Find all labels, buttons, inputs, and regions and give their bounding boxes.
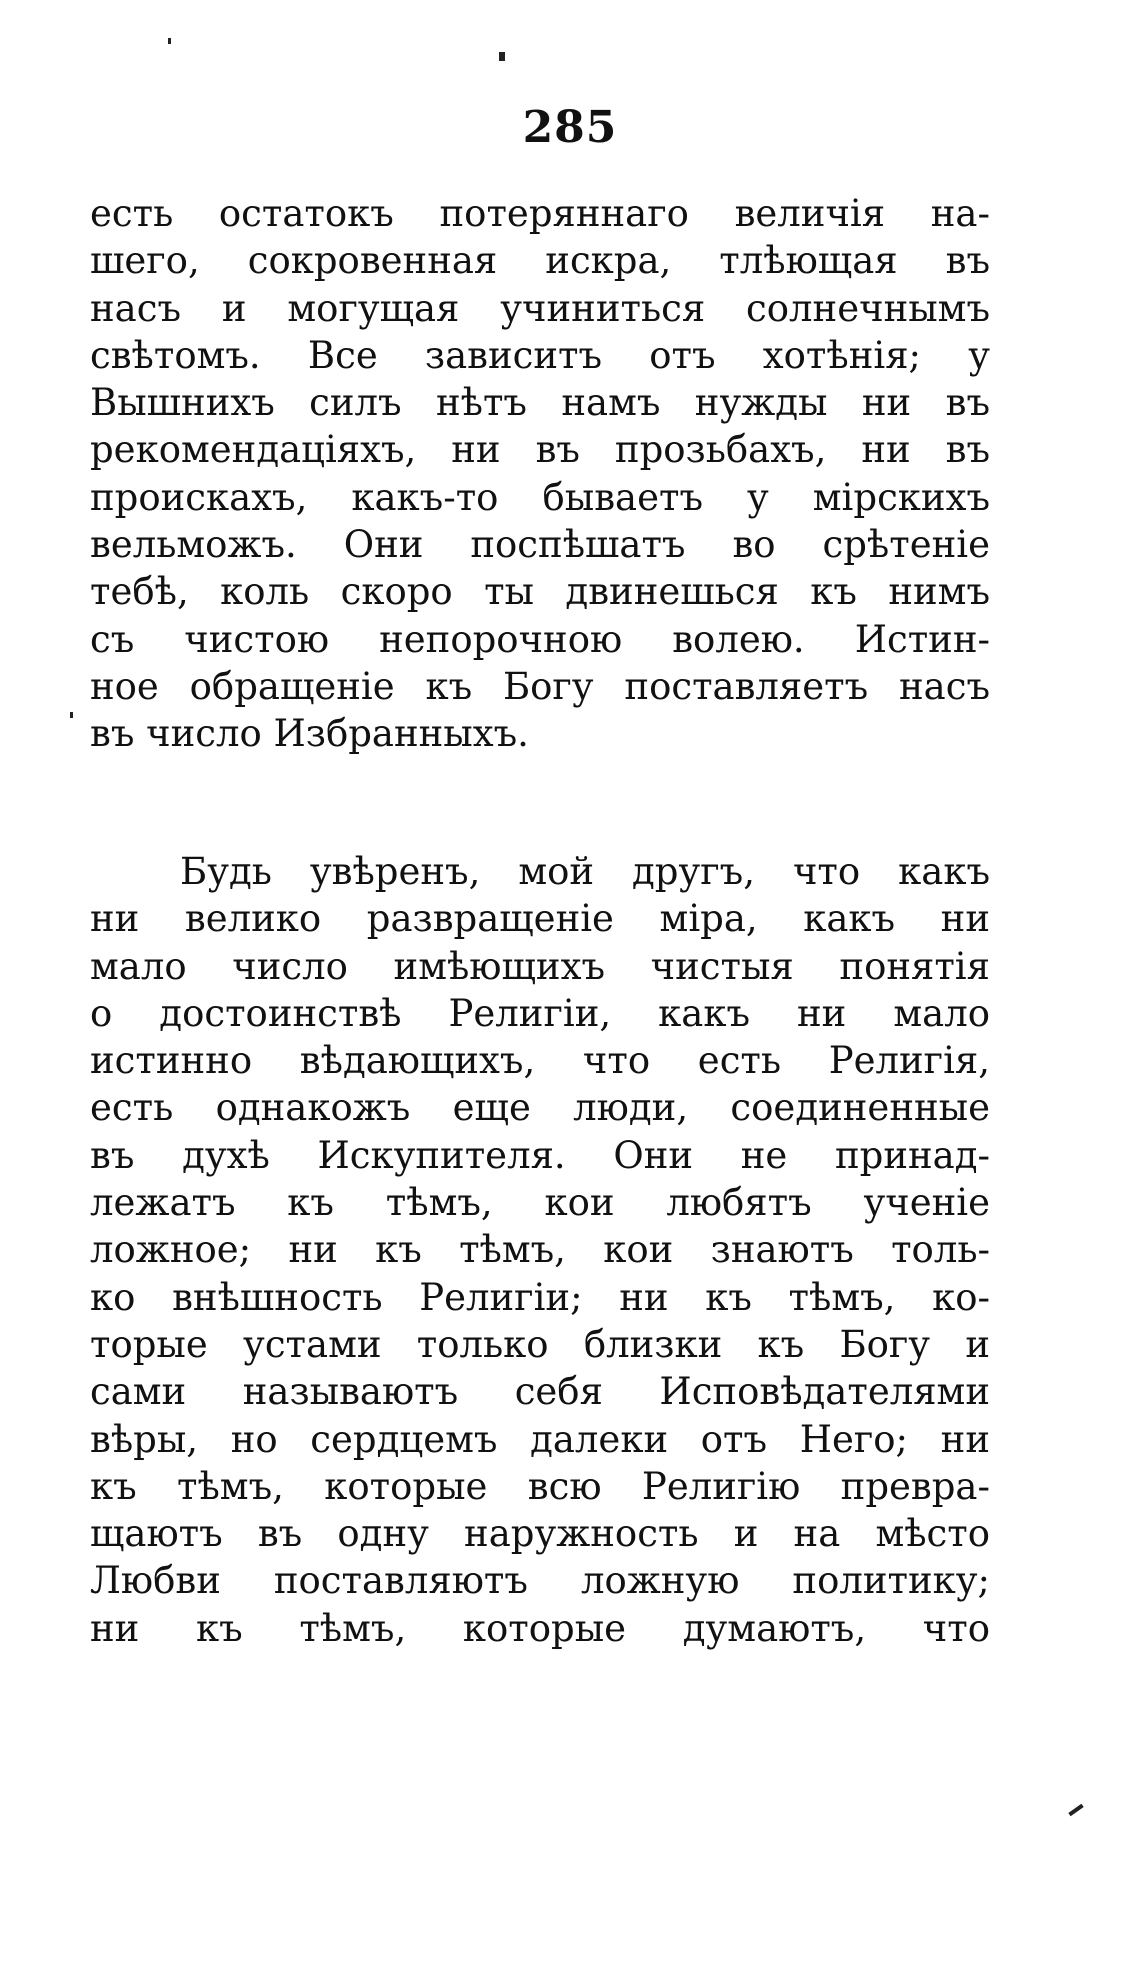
text-line: лежатъ къ тѣмъ, кои любятъ ученіе <box>90 1181 990 1225</box>
text-line: вѣры, но сердцемъ далеки отъ Него; ни <box>90 1417 990 1461</box>
text-line: рекомендаціяхъ, ни въ прозьбахъ, ни въ <box>90 428 990 472</box>
text-line: вельможъ. Они поспѣшатъ во срѣтеніе <box>90 523 990 567</box>
text-line: Любви поставляютъ ложную политику; <box>90 1559 990 1603</box>
text-line: щаютъ въ одну наружность и на мѣсто <box>90 1512 990 1556</box>
page-number: 285 <box>522 102 618 153</box>
text-line: Вышнихъ силъ нѣтъ намъ нужды ни въ <box>90 381 990 425</box>
text-line: шего, сокровенная искра, тлѣющая въ <box>90 239 990 283</box>
ink-speck <box>1068 1804 1083 1816</box>
text-line: мало число имѣющихъ чистыя понятія <box>90 944 990 988</box>
text-line: есть остатокъ потеряннаго величія на- <box>90 192 990 235</box>
text-line: ко внѣшность Религіи; ни къ тѣмъ, ко- <box>90 1275 990 1319</box>
paragraph-1 <box>90 190 990 758</box>
text-line: о достоинствѣ Религіи, какъ ни мало <box>90 991 990 1035</box>
text-line: Будь увѣренъ, мой другъ, что какъ <box>180 850 990 893</box>
ink-speck <box>168 38 171 44</box>
text-line: къ тѣмъ, которые всю Религію превра- <box>90 1464 990 1508</box>
text-line: сами называютъ себя Исповѣдателями <box>90 1370 990 1414</box>
text-line: ни къ тѣмъ, которые думаютъ, что <box>90 1606 990 1650</box>
text-line: истинно вѣдающихъ, что есть Религія, <box>90 1039 990 1083</box>
ink-speck <box>499 52 505 61</box>
text-line: съ чистою непорочною волею. Истин- <box>90 617 990 661</box>
text-line: свѣтомъ. Все зависитъ отъ хотѣнія; у <box>90 333 990 377</box>
text-line: въ число Избранныхъ. <box>90 712 529 756</box>
text-line: торые устами только близки къ Богу и <box>90 1322 990 1366</box>
text-line: въ духѣ Искупителя. Они не принад- <box>90 1133 990 1177</box>
text-line: есть однакожъ еще люди, соединенные <box>90 1086 990 1130</box>
text-line: тебѣ, коль скоро ты двинешься къ нимъ <box>90 570 990 614</box>
text-line: проискахъ, какъ-то бываетъ у мірскихъ <box>90 475 990 519</box>
text-line: ное обращеніе къ Богу поставляетъ насъ <box>90 664 990 708</box>
text-line: насъ и могущая учиниться солнечнымъ <box>90 286 990 330</box>
text-line: ложное; ни къ тѣмъ, кои знаютъ толь- <box>90 1228 990 1272</box>
paragraph-2 <box>90 848 990 1652</box>
text-line: ни велико развращеніе міра, какъ ни <box>90 897 990 941</box>
ink-speck <box>70 712 73 718</box>
